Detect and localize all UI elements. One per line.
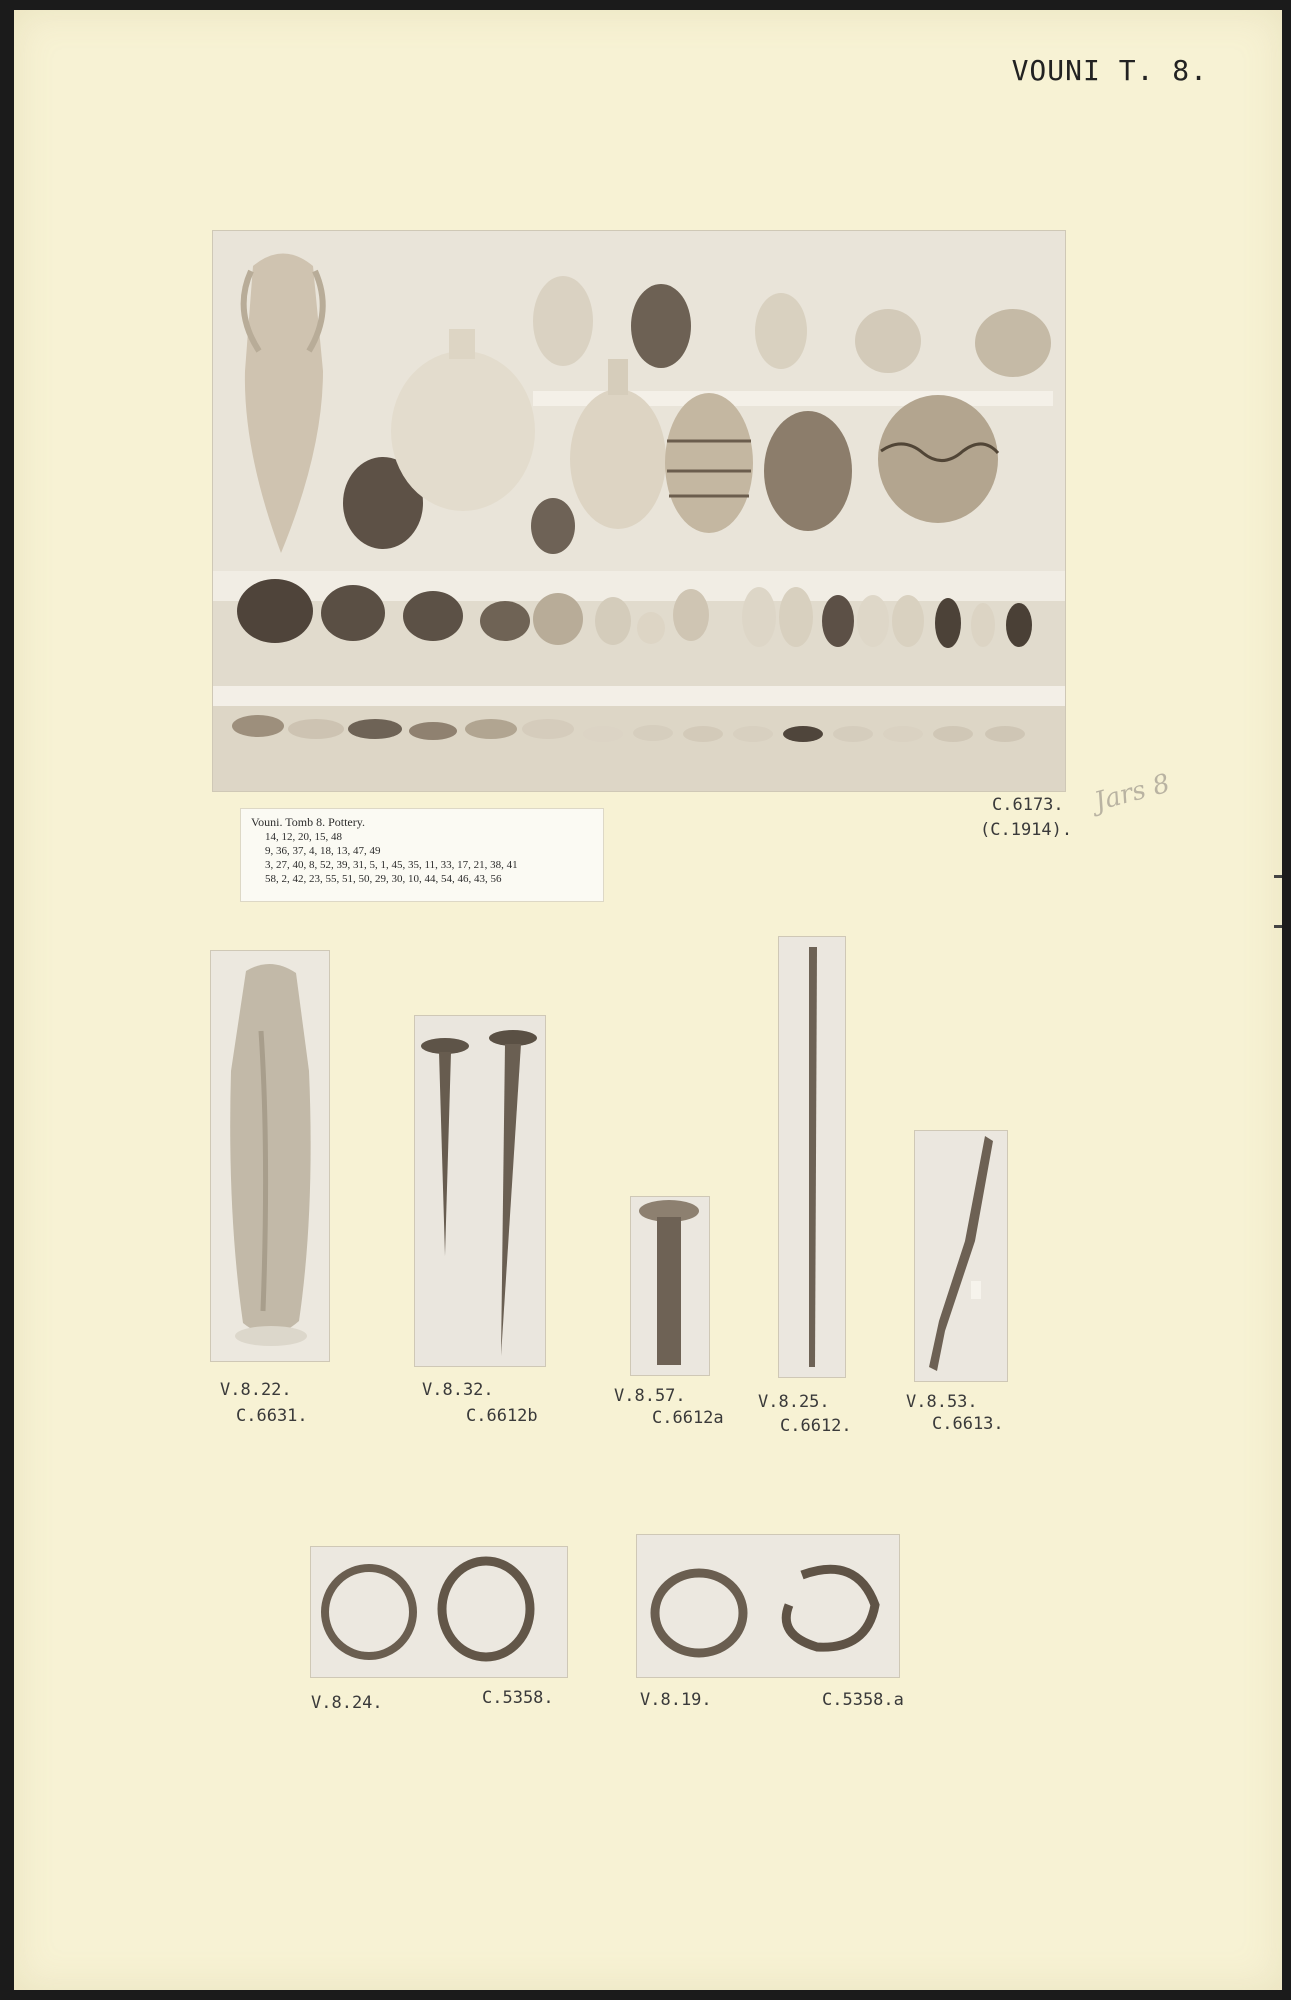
sheet-edge-mark <box>1274 925 1282 928</box>
object-ref: C.6631. <box>236 1406 308 1426</box>
pottery-caption-card <box>240 808 604 902</box>
pottery-photo <box>212 230 1066 792</box>
caption-row: 58, 2, 42, 23, 55, 51, 50, 29, 30, 10, 44, 54, 46, 43, 56 <box>265 873 502 885</box>
object-label: V.8.22. <box>220 1380 292 1400</box>
caption-title: Vouni. Tomb 8. Pottery. <box>251 815 365 829</box>
object-label: V.8.57. <box>614 1386 686 1406</box>
rings-photo-2 <box>636 1534 900 1678</box>
object-photo-nail <box>630 1196 710 1376</box>
mount-sheet <box>14 10 1282 1990</box>
object-photo-rod <box>778 936 846 1378</box>
caption-row: 3, 27, 40, 8, 52, 39, 31, 5, 1, 45, 35, 11, 33, 17, 21, 38, 41 <box>265 859 518 871</box>
ring-ref: C.5358.a <box>822 1690 904 1710</box>
ring-label: V.8.19. <box>640 1690 712 1710</box>
object-ref: C.6612b <box>466 1406 538 1426</box>
pottery-ref-number-alt: (C.1914). <box>980 820 1073 840</box>
sheet-edge-mark <box>1274 875 1282 878</box>
ring-ref: C.5358. <box>482 1688 554 1708</box>
object-ref: C.6612. <box>780 1416 852 1436</box>
object-photo-alabastron <box>210 950 330 1362</box>
object-ref: C.6612a <box>652 1408 724 1428</box>
object-label: V.8.53. <box>906 1392 978 1412</box>
ring-label: V.8.24. <box>311 1693 383 1713</box>
caption-row: 14, 12, 20, 15, 48 <box>265 831 342 843</box>
page-title: VOUNI T. 8. <box>1011 54 1208 87</box>
object-label: V.8.32. <box>422 1380 494 1400</box>
pottery-ref-number: C.6173. <box>992 795 1064 815</box>
object-label: V.8.25. <box>758 1392 830 1412</box>
caption-row: 9, 36, 37, 4, 18, 13, 47, 49 <box>265 845 381 857</box>
rings-photo-1 <box>310 1546 568 1678</box>
object-ref: C.6613. <box>932 1414 1004 1434</box>
object-photo-blade <box>914 1130 1008 1382</box>
object-photo-nails <box>414 1015 546 1367</box>
pencil-note: Jars 8 <box>1091 768 1174 818</box>
